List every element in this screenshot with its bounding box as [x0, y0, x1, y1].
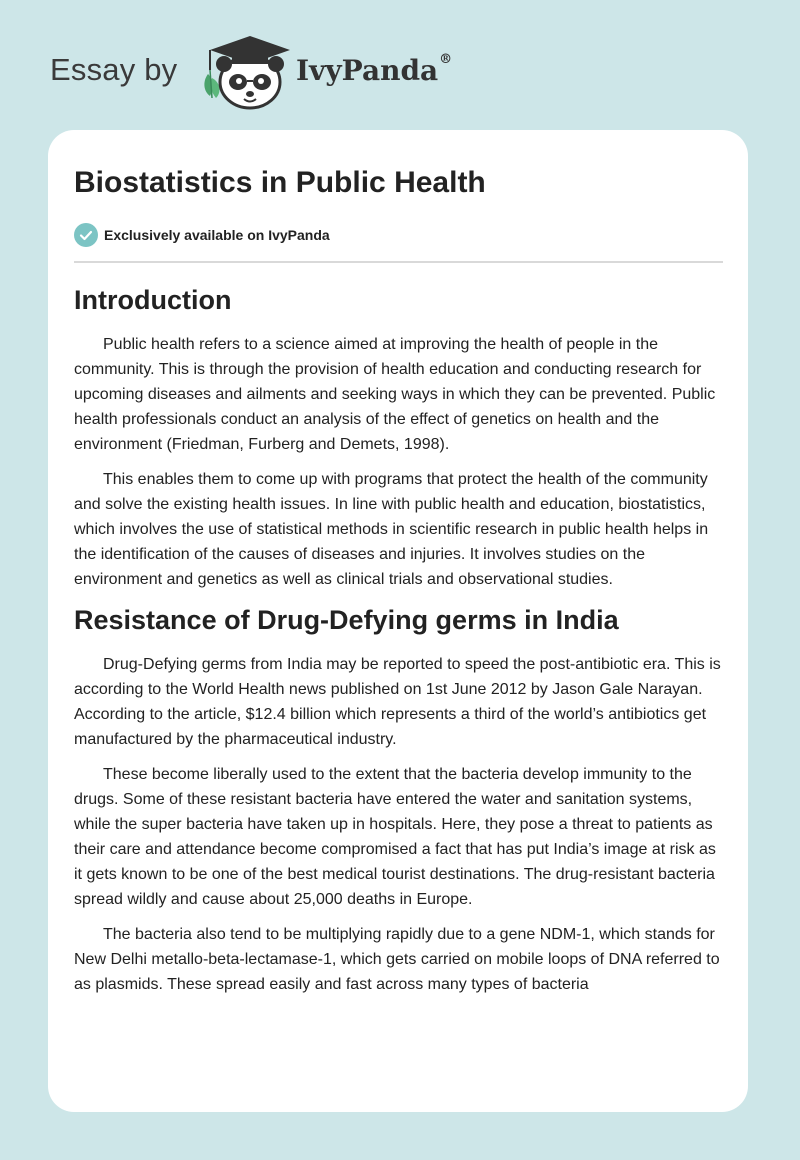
- paragraph: Public health refers to a science aimed at improving the health of people in the community. This is through the provision of health education and conducting research for upcoming diseases and ailments and seeking ways in which they can be prevented. Public health professionals conduct an analysis of the effect of genetics on health and the environment (Friedman, Furberg and Demets, 1998).: [74, 336, 716, 453]
- exclusive-text: Exclusively available on IvyPanda: [104, 227, 330, 243]
- brand-prefix: Essay by: [50, 52, 178, 87]
- exclusive-badge: [74, 222, 330, 248]
- paragraph: This enables them to come up with programs that protect the health of the community and solve the existing health issues. In line with public health and education, biostatistics, which involves the use of statistical methods in scientific research in public health helps in the identification of the causes of diseases and injuries. It involves studies on the environment and genetics as well as clinical trials and observational studies.: [74, 471, 709, 588]
- brand-name: IvyPanda®: [296, 52, 453, 87]
- panda-graduate-logo-icon: [198, 34, 298, 110]
- page-title: Biostatistics in Public Health: [74, 166, 486, 199]
- section-heading-introduction: Introduction: [74, 285, 232, 315]
- brand-header[interactable]: [50, 34, 510, 114]
- paragraph: These become liberally used to the extent that the bacteria develop immunity to the drugs. Some of these resistant bacteria have entered the water and sanitation systems, while the super bacteria have taken up in hospitals. Here, they pose a threat to patients as their care and attendance become compromised a fact that has put India’s image at risk as it gets known to be one of the best medical tourist destinations. The drug-resistant bacteria spread wildly and cause about 25,000 deaths in Europe.: [74, 766, 716, 908]
- paragraph: The bacteria also tend to be multiplying rapidly due to a gene NDM-1, which stands for New Delhi metallo-beta-lectamase-1, which gets carried on mobile loops of DNA referred to as plasmids. These spread easily and fast across many types of bacteria: [74, 926, 720, 993]
- section-heading-resistance: Resistance of Drug-Defying germs in India: [74, 605, 619, 635]
- registered-mark: ®: [439, 52, 453, 67]
- title-divider: [74, 261, 723, 263]
- check-circle-icon: [74, 223, 98, 247]
- essay-content: [74, 282, 723, 1007]
- essay-card: [48, 130, 748, 1112]
- paragraph: Drug-Defying germs from India may be reported to speed the post-antibiotic era. This is according to the World Health news published on 1st June 2012 by Jason Gale Narayan. According to the article, $12.4 billion which represents a third of the world’s antibiotics get manufactured by the pharmaceutical industry.: [74, 656, 721, 748]
